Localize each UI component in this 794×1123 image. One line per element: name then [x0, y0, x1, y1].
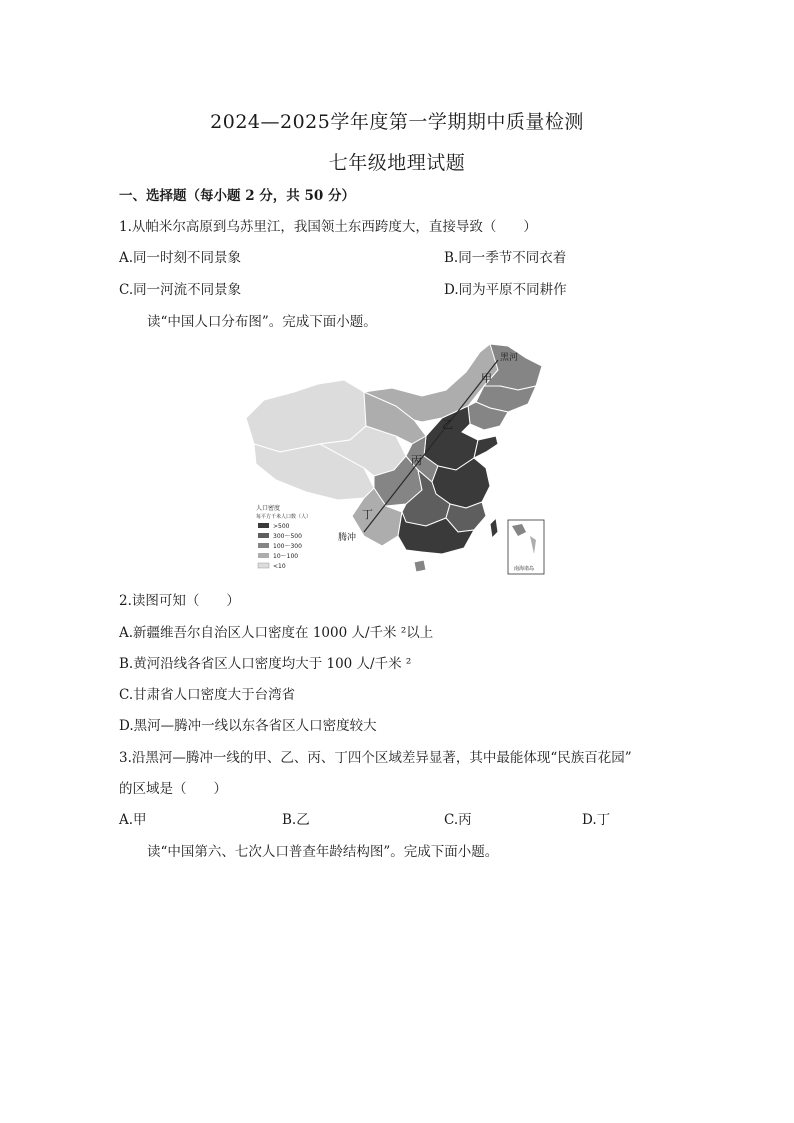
region-hainan: [414, 560, 426, 572]
legend-swatch-1: [258, 523, 269, 528]
legend-label-4: 10～100: [273, 553, 299, 560]
question-1-option-d: D.同为平原不同耕作: [444, 282, 567, 298]
exam-title: 2024—2025学年度第一学期期中质量检测: [210, 111, 584, 133]
region-taiwan: [490, 518, 498, 538]
legend-label-5: <10: [273, 563, 286, 570]
question-1-option-b: B.同一季节不同衣着: [444, 250, 567, 266]
question-2-option-d: D.黑河—腾冲一线以东各省区人口密度较大: [119, 718, 377, 734]
chart-instruction: 读“中国第六、七次人口普查年龄结构图”。完成下面小题。: [147, 844, 499, 860]
section-heading: 一、选择题（每小题 2 分，共 50 分）: [119, 188, 355, 204]
question-3-option-c: C.丙: [444, 812, 472, 828]
inset-label: 南海诸岛: [514, 566, 535, 572]
question-3-stem-line-1: 3.沿黑河—腾冲一线的甲、乙、丙、丁四个区域差异显著，其中最能体现“民族百花园”: [119, 750, 632, 766]
label-bing: 丙: [411, 454, 422, 467]
legend-label-3: 100～300: [273, 543, 302, 550]
question-3-option-d: D.丁: [582, 812, 611, 828]
south-china-sea-inset: [508, 520, 544, 574]
question-2-option-b: B.黄河沿线各省区人口密度均大于 100 人/千米 ²: [119, 656, 412, 672]
legend-subtitle: 每平方千米人口数（人）: [256, 514, 312, 520]
question-2-stem: 2.读图可知（ ）: [119, 593, 240, 609]
question-3-option-b: B.乙: [282, 812, 310, 828]
label-jia: 甲: [481, 372, 492, 385]
label-ding: 丁: [362, 508, 373, 521]
exam-subtitle: 七年级地理试题: [328, 152, 466, 174]
question-3-option-a: A.甲: [119, 812, 147, 828]
question-1-option-a: A.同一时刻不同景象: [119, 250, 242, 266]
population-distribution-map: [246, 340, 550, 578]
legend-label-2: 300～500: [273, 533, 302, 540]
map-instruction: 读“中国人口分布图”。完成下面小题。: [147, 314, 377, 330]
legend-swatch-2: [258, 533, 269, 538]
label-tengchong: 腾冲: [338, 533, 357, 543]
label-yi: 乙: [442, 418, 453, 431]
legend-title: 人口密度: [256, 505, 281, 512]
legend-swatch-4: [258, 553, 269, 558]
question-1-option-c: C.同一河流不同景象: [119, 282, 242, 298]
question-2-option-a: A.新疆维吾尔自治区人口密度在 1000 人/千米 ²以上: [119, 625, 434, 641]
label-heihe: 黑河: [500, 353, 519, 363]
map-legend: [256, 504, 311, 570]
legend-swatch-3: [258, 543, 269, 548]
question-1-stem: 1.从帕米尔高原到乌苏里江，我国领土东西跨度大，直接导致（ ）: [119, 219, 537, 235]
question-2-option-c: C.甘肃省人口密度大于台湾省: [119, 687, 296, 703]
question-3-stem-line-2: 的区域是（ ）: [119, 781, 227, 797]
legend-swatch-5: [258, 563, 269, 568]
legend-label-1: >500: [273, 523, 290, 530]
